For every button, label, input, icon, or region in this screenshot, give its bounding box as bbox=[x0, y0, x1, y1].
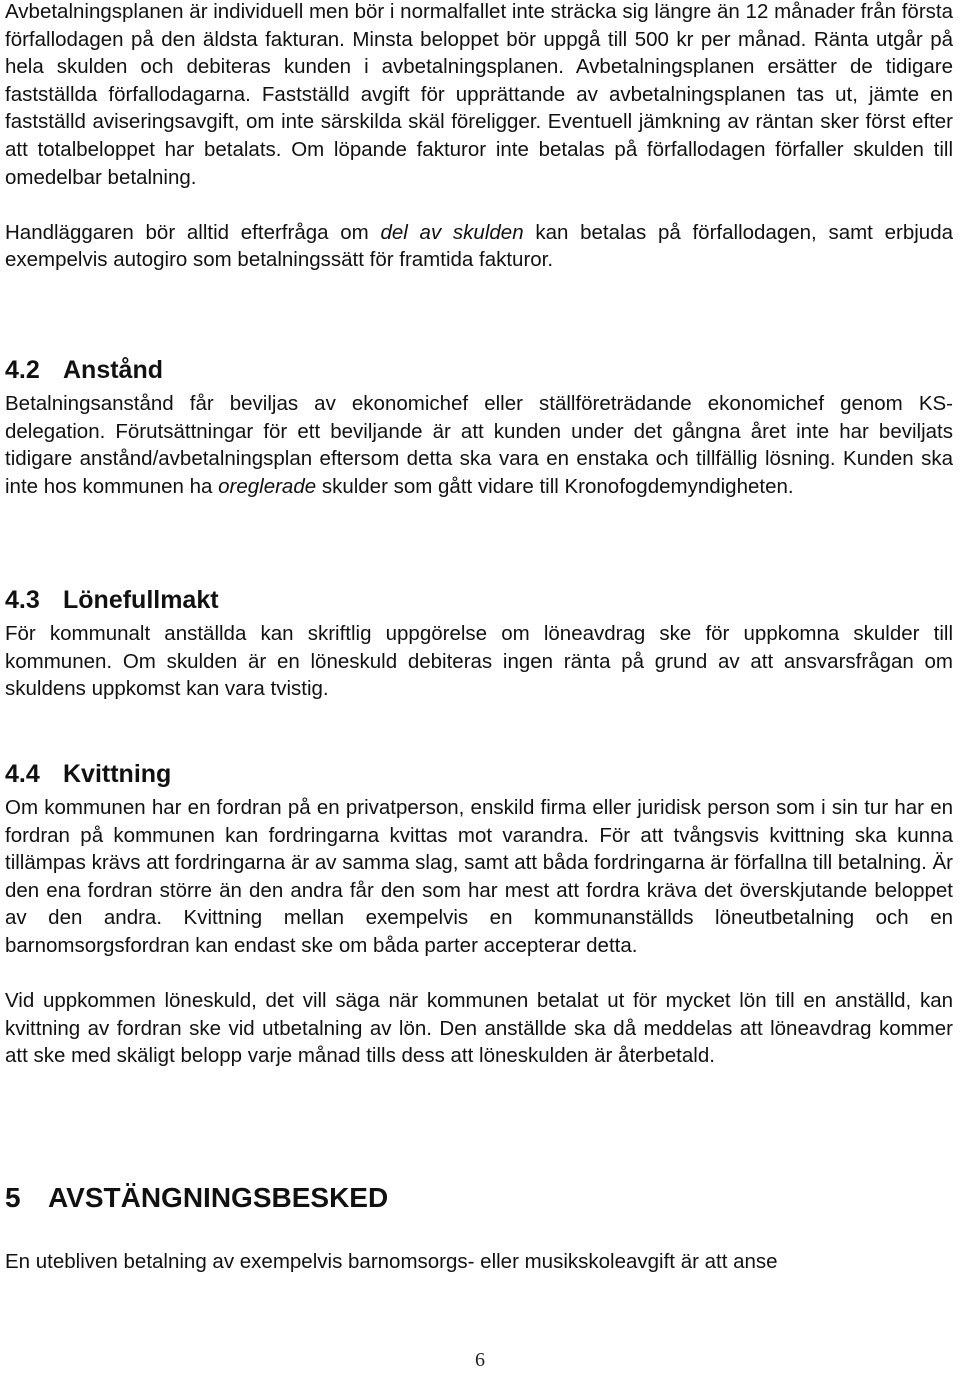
section-title: Kvittning bbox=[63, 760, 172, 788]
page-number: 6 bbox=[475, 1349, 485, 1371]
section-number: 4.3 bbox=[5, 586, 40, 614]
chapter-number: 5 bbox=[5, 1182, 21, 1213]
section-5 bbox=[5, 1181, 953, 1276]
section-paragraph-text: Betalningsanstånd får beviljas av ekonomichef eller ställföreträdande ekonomichef genom KS-delegation. Förutsättningar för ett beviljande är att kunden under det gångna året inte har beviljats tidigare anstånd/avbetalningsplan eftersom detta ska vara en enstaka och tillfällig lösning. Kunden ska inte hos kommunen ha bbox=[5, 392, 953, 498]
intro-paragraph-2 bbox=[5, 219, 953, 274]
intro-paragraph-2-text: Handläggaren bör alltid efterfråga om bbox=[5, 220, 381, 244]
section-paragraph-2: Vid uppkommen löneskuld, det vill säga när kommunen betalat ut för mycket lön till en anställd, kan kvittning av fordran ske vid utbetalning av lön. Den anställde ska då meddelas att löneavdrag kommer att ske med skäligt belopp varje månad tills dess att löneskulden är återbetald. bbox=[5, 989, 953, 1068]
section-heading-anstand bbox=[5, 355, 953, 385]
section-4-4 bbox=[5, 759, 953, 1070]
section-heading-kvittning bbox=[5, 759, 953, 789]
section-paragraph: För kommunalt anställda kan skriftlig uppgörelse om löneavdrag ske för uppkomna skulder till kommunen. Om skulden är en löneskuld debiteras ingen ränta på grund av att ansvarsfrågan om skuldens uppkomst kan vara tvistig. bbox=[5, 622, 953, 701]
chapter-heading-avstangningsbesked bbox=[5, 1181, 953, 1215]
emphasis-del-av-skulden: del av skulden bbox=[380, 220, 524, 244]
section-heading-lonefullmakt bbox=[5, 585, 953, 615]
intro-paragraph-2-text-end: kan betalas på förfallodagen, samt erbjuda exempelvis autogiro som betalningssätt för framtida fakturor. bbox=[5, 220, 953, 272]
section-paragraph bbox=[5, 390, 953, 500]
section-number: 4.4 bbox=[5, 760, 40, 788]
section-4-2 bbox=[5, 355, 953, 500]
section-title: Lönefullmakt bbox=[63, 586, 219, 614]
chapter-title: AVSTÄNGNINGSBESKED bbox=[48, 1182, 389, 1213]
chapter-paragraph: En utebliven betalning av exempelvis barnomsorgs- eller musikskoleavgift är att anse bbox=[5, 1250, 778, 1273]
section-paragraph-text-end: skulder som gått vidare till Kronofogdemyndigheten. bbox=[316, 474, 794, 498]
intro-paragraph: Avbetalningsplanen är individuell men bör i normalfallet inte sträcka sig längre än 12 månader från första förfallodagen på den äldsta fakturan. Minsta beloppet bör uppgå till 500 kr per månad. Ränta utgår på hela skulden och debiteras kunden i avbetalningsplanen. Avbetalningsplanen ersätter de tidigare fastställda förfallodagarna. Fastställd avgift för upprättande av avbetalningsplanen tas ut, jämte en fastställd aviseringsavgift, om inte särskilda skäl föreligger. Eventuell jämkning av räntan sker först efter att totalbeloppet har betalats. Om löpande fakturor inte betalas på förfallodagen förfaller skulden till omedelbar betalning. bbox=[5, 0, 953, 189]
emphasis-oreglerade: oreglerade bbox=[218, 474, 317, 498]
section-number: 4.2 bbox=[5, 356, 40, 384]
section-4-3 bbox=[5, 585, 953, 703]
section-paragraph: Om kommunen har en fordran på en privatperson, enskild firma eller juridisk person som i sin tur har en fordran på kommunen kan fordringarna kvittas mot varandra. För att tvångsvis kvittning ska kunna tillämpas krävs att fordringarna är av samma slag, samt att båda fordringarna är förfallna till betalning. Är den ena fordran större än den andra får den som har mest att fordra kräva det överskjutande beloppet av den andra. Kvittning mellan exempelvis en kommunanställds löneutbetalning och en barnomsorgsfordran kan endast ske om båda parter accepterar detta. bbox=[5, 796, 953, 957]
section-title: Anstånd bbox=[63, 356, 163, 384]
intro-section bbox=[5, 0, 953, 274]
